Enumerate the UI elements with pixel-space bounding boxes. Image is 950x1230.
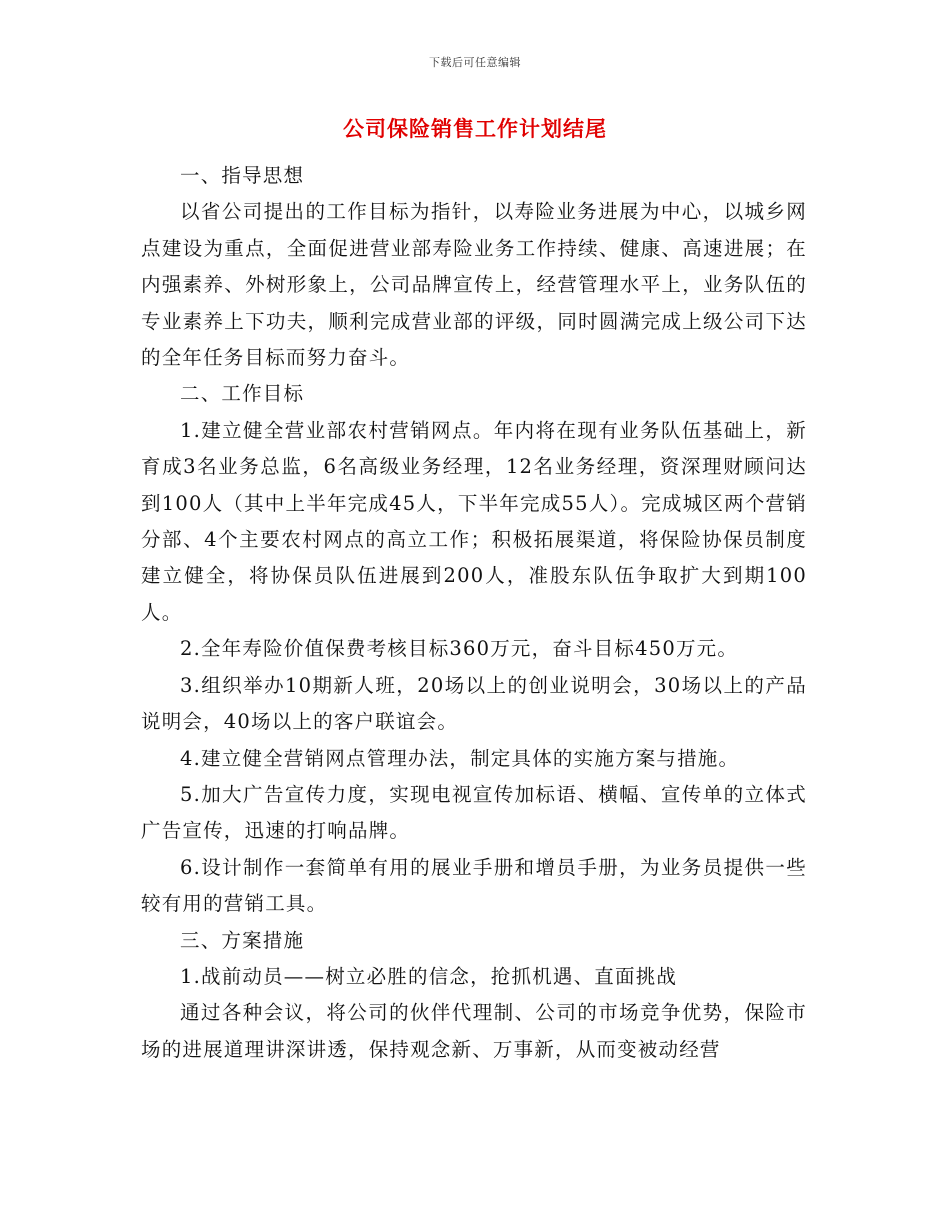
paragraph-measure-1-detail: 通过各种会议，将公司的伙伴代理制、公司的市场竞争优势，保险市场的进展道理讲深讲透，保持观念新、万事新，从而变被动经营 — [141, 1001, 807, 1061]
goal-item-4: 4.建立健全营销网点管理办法，制定具体的实施方案与措施。 — [180, 746, 740, 770]
measure-item-1: 1.战前动员——树立必胜的信念，抢抓机遇、直面挑战 — [180, 964, 678, 988]
section-heading-measures: 三、方案措施 — [180, 928, 305, 952]
header-note: 下载后可任意编辑 — [429, 56, 521, 69]
goal-item-1: 1.建立健全营业部农村营销网点。年内将在现有业务队伍基础上，新育成3名业务总监，6名高级业务经理，12名业务经理，资深理财顾问达到100人（其中上半年完成45人，下半年完成55人）。完成城区两个营销分部、4个主要农村网点的高立工作；积极拓展渠道，将保险协保员制度建立健全，将协保员队伍进展到200人，准股东队伍争取扩大到期100人。 — [141, 418, 807, 624]
document-body — [141, 158, 807, 1068]
goal-item-6: 6.设计制作一套简单有用的展业手册和增员手册，为业务员提供一些较有用的营销工具。 — [141, 855, 807, 916]
goal-item-3: 3.组织举办10期新人班，20场以上的创业说明会，30场以上的产品说明会，40场以上的客户联谊会。 — [141, 673, 807, 734]
section-heading-guiding-ideology: 一、指导思想 — [180, 164, 305, 187]
section-heading-work-goals: 二、工作目标 — [180, 382, 305, 406]
goal-item-5: 5.加大广告宣传力度，实现电视宣传加标语、横幅、宣传单的立体式广告宣传，迅速的打响品牌。 — [141, 782, 807, 843]
paragraph-guiding-ideology: 以省公司提出的工作目标为指针，以寿险业务进展为中心，以城乡网点建设为重点，全面促进营业部寿险业务工作持续、健康、高速进展；在内强素养、外树形象上，公司品牌宣传上，经营管理水平上，业务队伍的专业素养上下功夫，顺利完成营业部的评级，同时圆满完成上级公司下达的全年任务目标而努力奋斗。 — [141, 200, 807, 370]
document-title: 公司保险销售工作计划结尾 — [343, 116, 607, 141]
goal-item-2: 2.全年寿险价值保费考核目标360万元，奋斗目标450万元。 — [180, 637, 739, 661]
